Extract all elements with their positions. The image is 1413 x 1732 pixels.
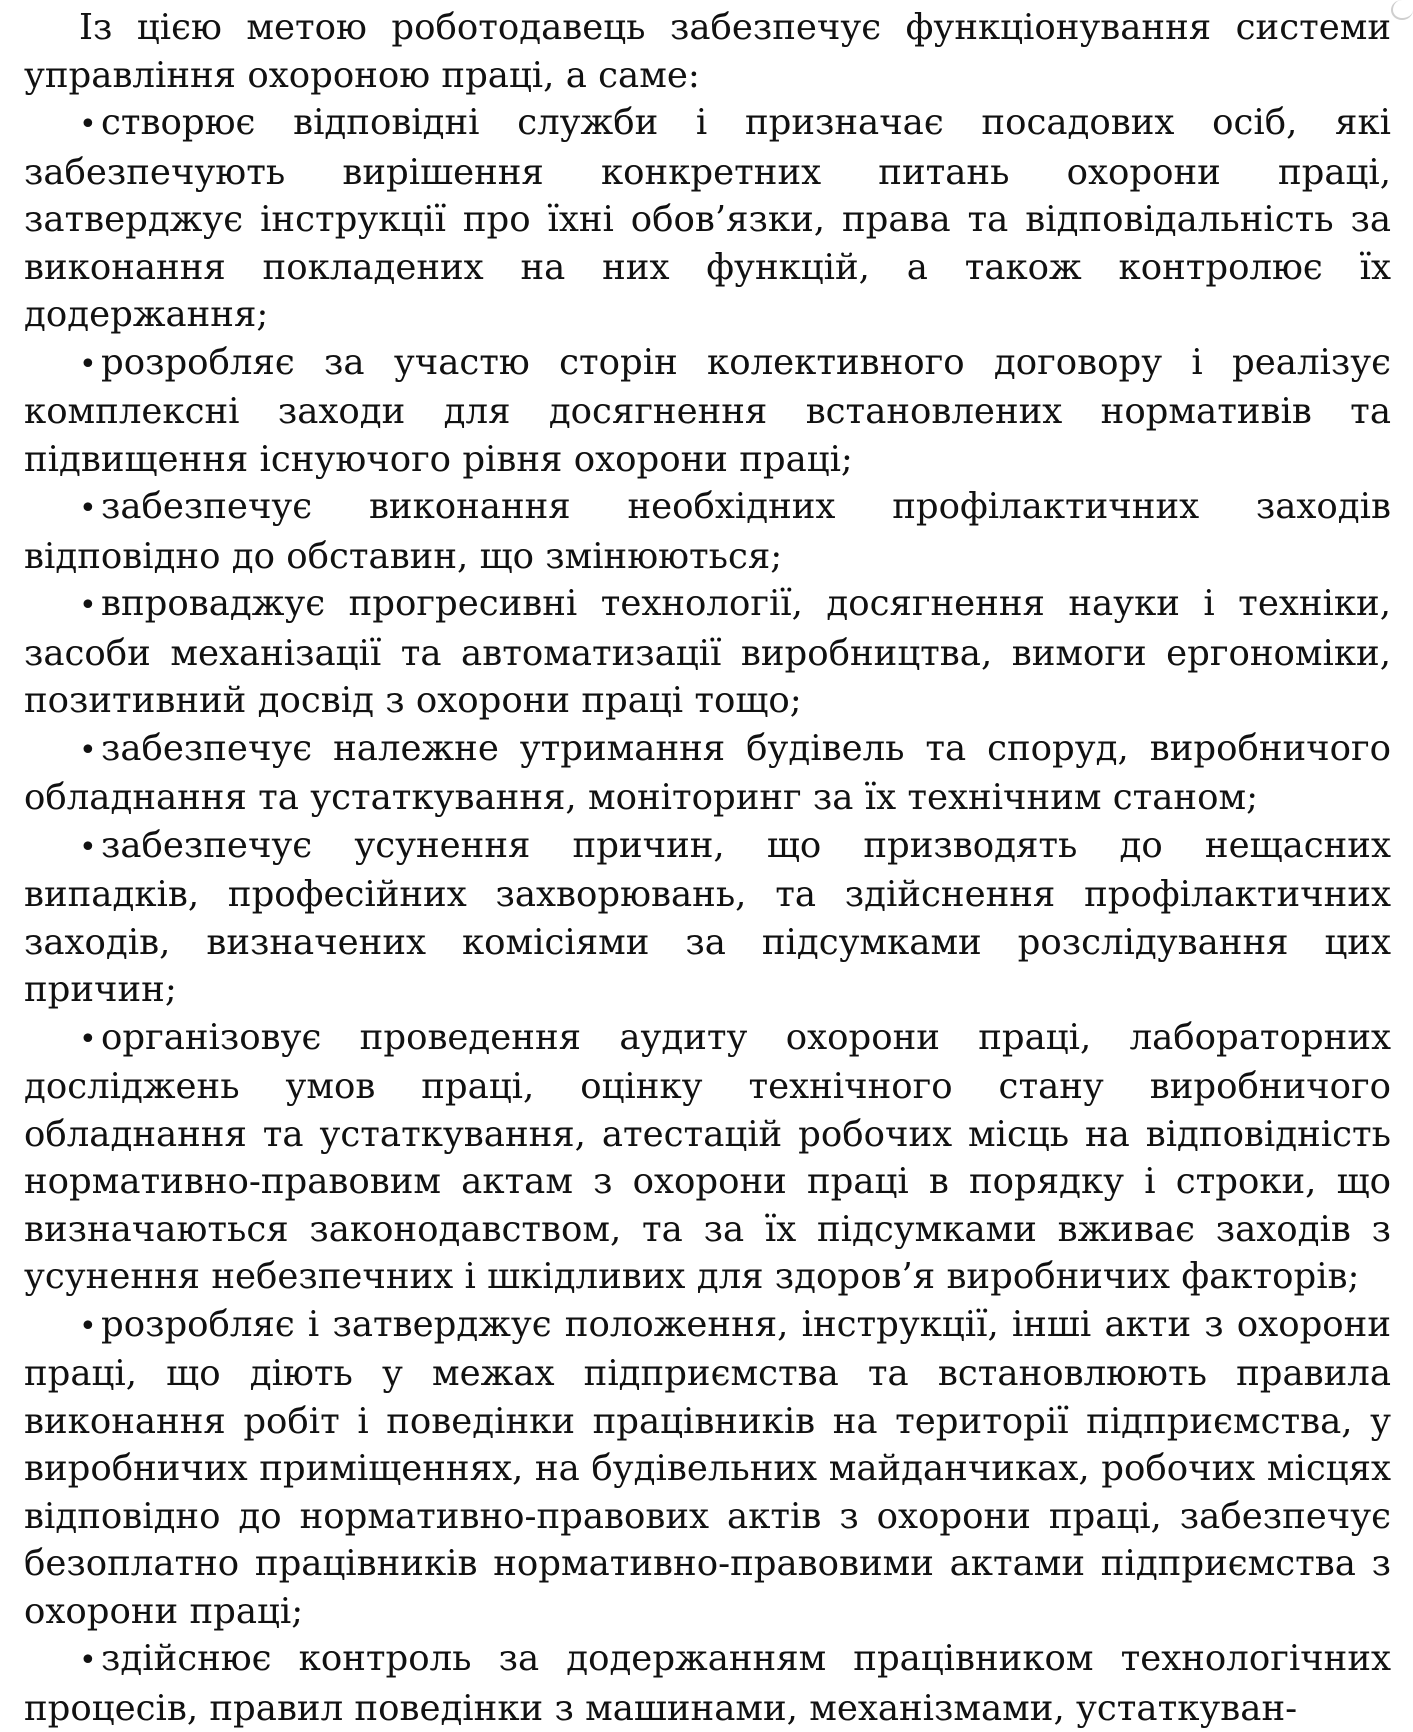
intro-paragraph: Із цією метою роботодавець забезпечує функціонування системи управління охороною праці, а саме: <box>24 7 1391 96</box>
list-item <box>24 339 1391 484</box>
bullet-icon: • <box>79 588 97 623</box>
list-item-text: створює відповідні служби і призначає посадових осіб, які забезпечують вирішення конкретних питань охорони праці, затверджує інструкції про їхні обов’язки, права та відповідальність за виконання покладених на них функцій, а також контролює їх додержання; <box>24 102 1391 335</box>
list-item-text: розробляє за участю сторін колективного договору і реалізує комплексні заходи для досягнення встановлених нормативів та підвищення існуючого рівня охорони праці; <box>24 341 1391 480</box>
bullet-icon: • <box>79 1021 97 1057</box>
list-item-text: забезпечує належне утримання будівель та споруд, виробничого обладнання та устаткування, моніторинг за їх технічним станом; <box>24 727 1391 818</box>
list-item <box>24 580 1391 725</box>
bullet-icon: • <box>79 1643 97 1678</box>
list-item <box>24 1301 1391 1636</box>
bullet-icon: • <box>79 346 97 382</box>
bullet-icon: • <box>79 107 97 142</box>
list-item <box>24 822 1391 1014</box>
bullet-icon: • <box>79 1308 97 1344</box>
list-item <box>24 99 1391 339</box>
list-item <box>24 483 1391 580</box>
bullet-icon: • <box>79 491 97 526</box>
list-item <box>24 1635 1391 1732</box>
bullet-icon: • <box>79 829 97 865</box>
list-item-text: організовує проведення аудиту охорони праці, лабораторних досліджень умов праці, оцінку технічного стану виробничого обладнання та устаткування, атестацій робочих місць на відповідність нормативно-правовим актам з охорони праці в порядку і строки, що визначаються законодавством, та за їх підсумками вживає заходів з усунення небезпечних і шкідливих для здоров’я виробничих факторів; <box>24 1016 1391 1297</box>
list-item-text: забезпечує усунення причин, що призводять до нещасних випадків, професійних захворювань, та здійснення профілактичних заходів, визначених комісіями за підсумками розслідування цих причин; <box>24 824 1391 1010</box>
page-edge-mark <box>1391 0 1413 20</box>
bullet-icon: • <box>79 732 97 768</box>
bullet-list <box>24 99 1391 1732</box>
list-item-text: забезпечує виконання необхідних профілактичних заходів відповідно до обставин, що змінюються; <box>24 486 1391 577</box>
list-item-text: розробляє і затверджує положення, інструкції, інші акти з охорони праці, що діють у межах підприємства та встановлюють правила виконання робіт і поведінки працівників на території підприємства, у виробничих приміщеннях, на будівельних майданчиках, робочих місцях відповідно до нормативно-правових актів з охорони праці, забезпечує безоплатно працівників нормативно-правовими актами підприємства з охорони праці; <box>24 1303 1391 1632</box>
list-item <box>24 725 1391 822</box>
list-item-text: впроваджує прогресивні технології, досягнення науки і техніки, засоби механізації та автоматизації виробництва, вимоги ергономіки, позитивний досвід з охорони праці тощо; <box>24 583 1391 721</box>
document-page <box>14 0 1399 1729</box>
list-item <box>24 1014 1391 1301</box>
list-item-text: здійснює контроль за додержанням працівником технологічних процесів, правил поведінки з машинами, механізмами, устаткуван- <box>24 1638 1391 1729</box>
